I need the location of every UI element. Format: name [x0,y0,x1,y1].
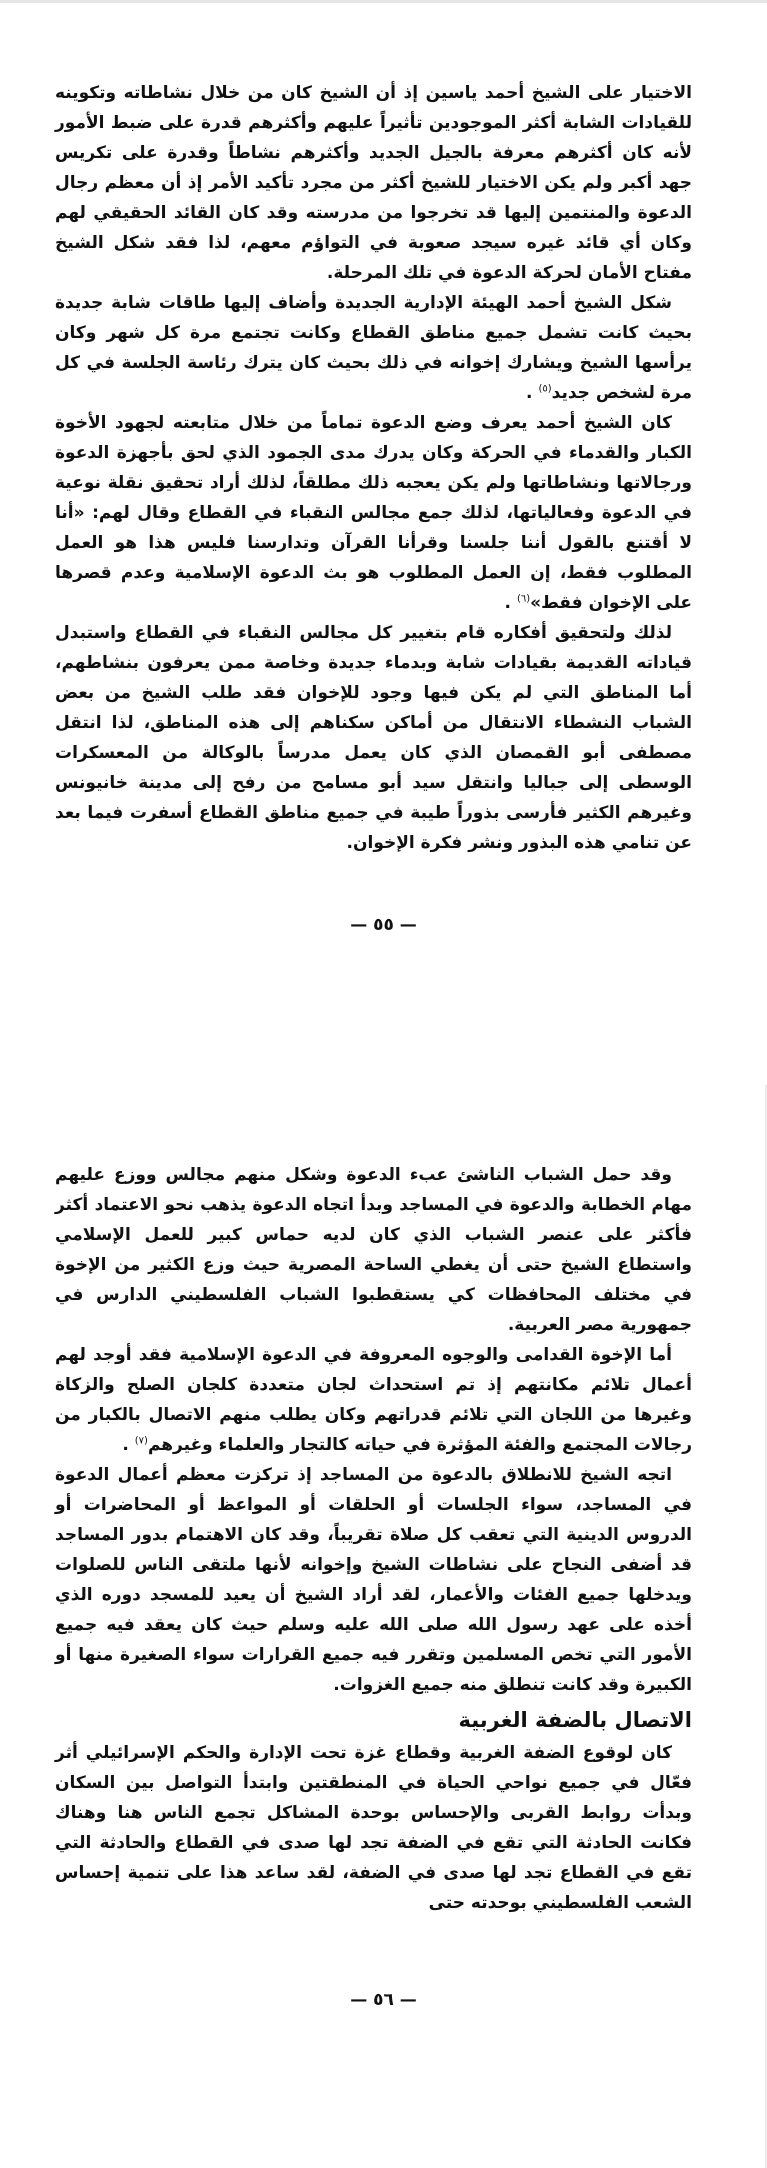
paragraph-tail: . [504,593,517,613]
paragraph-text: أما الإخوة القدامى والوجوه المعروفة في الدعوة الإسلامية فقد أوجد لهم أعمال تلائم مكانتهم إذ تم استحداث لجان متعددة كلجان الصلح والزكاة وغيرها من اللجان التي تلائم قدراتهم وكان يطلب منهم الاتصال بالكبار من رجالات المجتمع والفئة المؤثرة في حياته كالتجار والعلماء وغيرهم [55,1345,692,1455]
paragraph-tail: . [526,383,539,403]
paragraph: لذلك ولتحقيق أفكاره قام بتغيير كل مجالس النقباء في القطاع واستبدل قياداته القديمة بقيادات شابة وبدماء جديدة وخاصة ممن يعرفون بنشاطهم، أما المناطق التي لم يكن فيها وجود للإخوان فقد طلب الشيخ من بعض الشباب النشطاء الانتقال من أماكن سكناهم إلى هذه المناطق، لذا انتقل مصطفى أبو القمصان الذي كان يعمل مدرساً بالوكالة من المعسكرات الوسطى إلى جباليا وانتقل سيد أبو مسامح من رفح إلى مدينة خانيونس وغيرهم الكثير فأرسى بذوراً طيبة في جميع مناطق القطاع أسفرت فيما بعد عن تنامي هذه البذور ونشر فكرة الإخوان. [55,623,692,853]
paragraph-text: شكل الشيخ أحمد الهيئة الإدارية الجديدة وأضاف إليها طاقات شابة جديدة بحيث كانت تشمل جميع مناطق القطاع وكانت تجتمع مرة كل شهر وكان يرأسها الشيخ ويشارك إخوانه في ذلك بحيث كان يترك رئاسة الجلسة في كل مرة لشخص جديد [55,293,692,403]
paragraph: الاختيار على الشيخ أحمد ياسين إذ أن الشيخ كان من خلال نشاطاته وتكوينه للقيادات الشابة أكثر الموجودين تأثيراً عليهم وأكثرهم قدرة على ضبط الأمور لأنه كان أكثرهم معرفة بالجيل الجديد وأكثرهم نشاطاً وقدرة على تكريس جهد أكبر ولم يكن الاختيار للشيخ أكثر من مجرد تأكيد الأمر إذ أن معظم رجال الدعوة والمنتمين إليها قد تخرجوا من مدرسته وقد كان القائد الحقيقي لهم وكان أي قائد غيره سيجد صعوبة في التواؤم معهم، لذا فقد شكل الشيخ مفتاح الأمان لحركة الدعوة في تلك المرحلة. [55,83,692,283]
document-page-55 [55,78,692,858]
section-heading: الاتصال بالضفة الغربية [458,1708,692,1732]
footnote-marker[interactable]: (٦) [516,593,531,605]
paragraph: كان لوقوع الضفة الغربية وقطاع غزة تحت الإدارة والحكم الإسرائيلي أثر فعّال في جميع نواحي الحياة في المنطقتين وابتدأ التواصل بين السكان وبدأت روابط القربى والإحساس بوحدة المشاكل تجمع الناس هنا وهناك فكانت الحادثة التي تقع في الضفة تجد لها صدى في القطاع والحادثة التي تقع في القطاع تجد لها صدى في الضفة، لقد ساعد هذا على تنمية إحساس الشعب الفلسطيني بوحدته حتى [55,1743,692,1913]
paragraph [55,288,692,408]
paragraph-tail: . [122,1435,135,1455]
paragraph-text: كان الشيخ أحمد يعرف وضع الدعوة تماماً من خلال متابعته لجهود الأخوة الكبار والقدماء في الحركة وكان يدرك مدى الجمود الذي لحق بأجهزة الدعوة ورجالاتها ونشاطاتها ولم يكن يعجبه ذلك مطلقاً، لذلك أراد تحقيق نقلة نوعية في الدعوة وفعالياتها، لذلك جمع مجالس النقباء في القطاع وقال لهم: «أنا لا أقتنع بالقول أننا جلسنا وقرأنا القرآن وتدارسنا فليس هذا هو العمل المطلوب فقط، إن العمل المطلوب هو بث الدعوة الإسلامية وعدم قصرها على الإخوان فقط» [55,413,692,613]
paragraph [55,408,692,618]
page-number: — ٥٥ — [350,915,417,935]
footnote-marker[interactable]: (٧) [134,1435,148,1447]
document-page-56 [55,1160,692,1918]
page-number: — ٥٦ — [350,1990,417,2010]
paragraph: وقد حمل الشباب الناشئ عبء الدعوة وشكل منهم مجالس ووزع عليهم مهام الخطابة والدعوة في المساجد وبدأ اتجاه الدعوة يذهب نحو الاعتماد أكثر فأكثر على عنصر الشباب الذي كان لديه حماس كبير للعمل الإسلامي واستطاع الشيخ حتى أن يغطي الساحة المصرية حيث وزع الكثير من الإخوة في مختلف المحافظات كي يستقطبوا الشباب الفلسطيني الدارس في جمهورية مصر العربية. [55,1165,692,1335]
viewer-top-edge [0,0,767,3]
footnote-marker[interactable]: (٥) [538,383,552,395]
paragraph: اتجه الشيخ للانطلاق بالدعوة من المساجد إذ تركزت معظم أعمال الدعوة في المساجد، سواء الجلسات أو الحلقات أو المواعظ أو المحاضرات أو الدروس الدينية التي تعقب كل صلاة تقريباً، وقد كان الاهتمام بدور المساجد قد أضفى النجاح على نشاطات الشيخ وإخوانه لأنها ملتقى الناس للصلوات ويدخلها جميع الفئات والأعمار، لقد أراد الشيخ أن يعيد للمسجد دوره الذي أخذه على عهد رسول الله صلى الله عليه وسلم حيث كان يعقد فيه جميع الأمور التي تخص المسلمين وتقرر فيه جميع القرارات سواء الصغيرة منها أو الكبيرة وقد كانت تنطلق منه جميع الغزوات. [55,1465,692,1695]
paragraph [55,1340,692,1460]
